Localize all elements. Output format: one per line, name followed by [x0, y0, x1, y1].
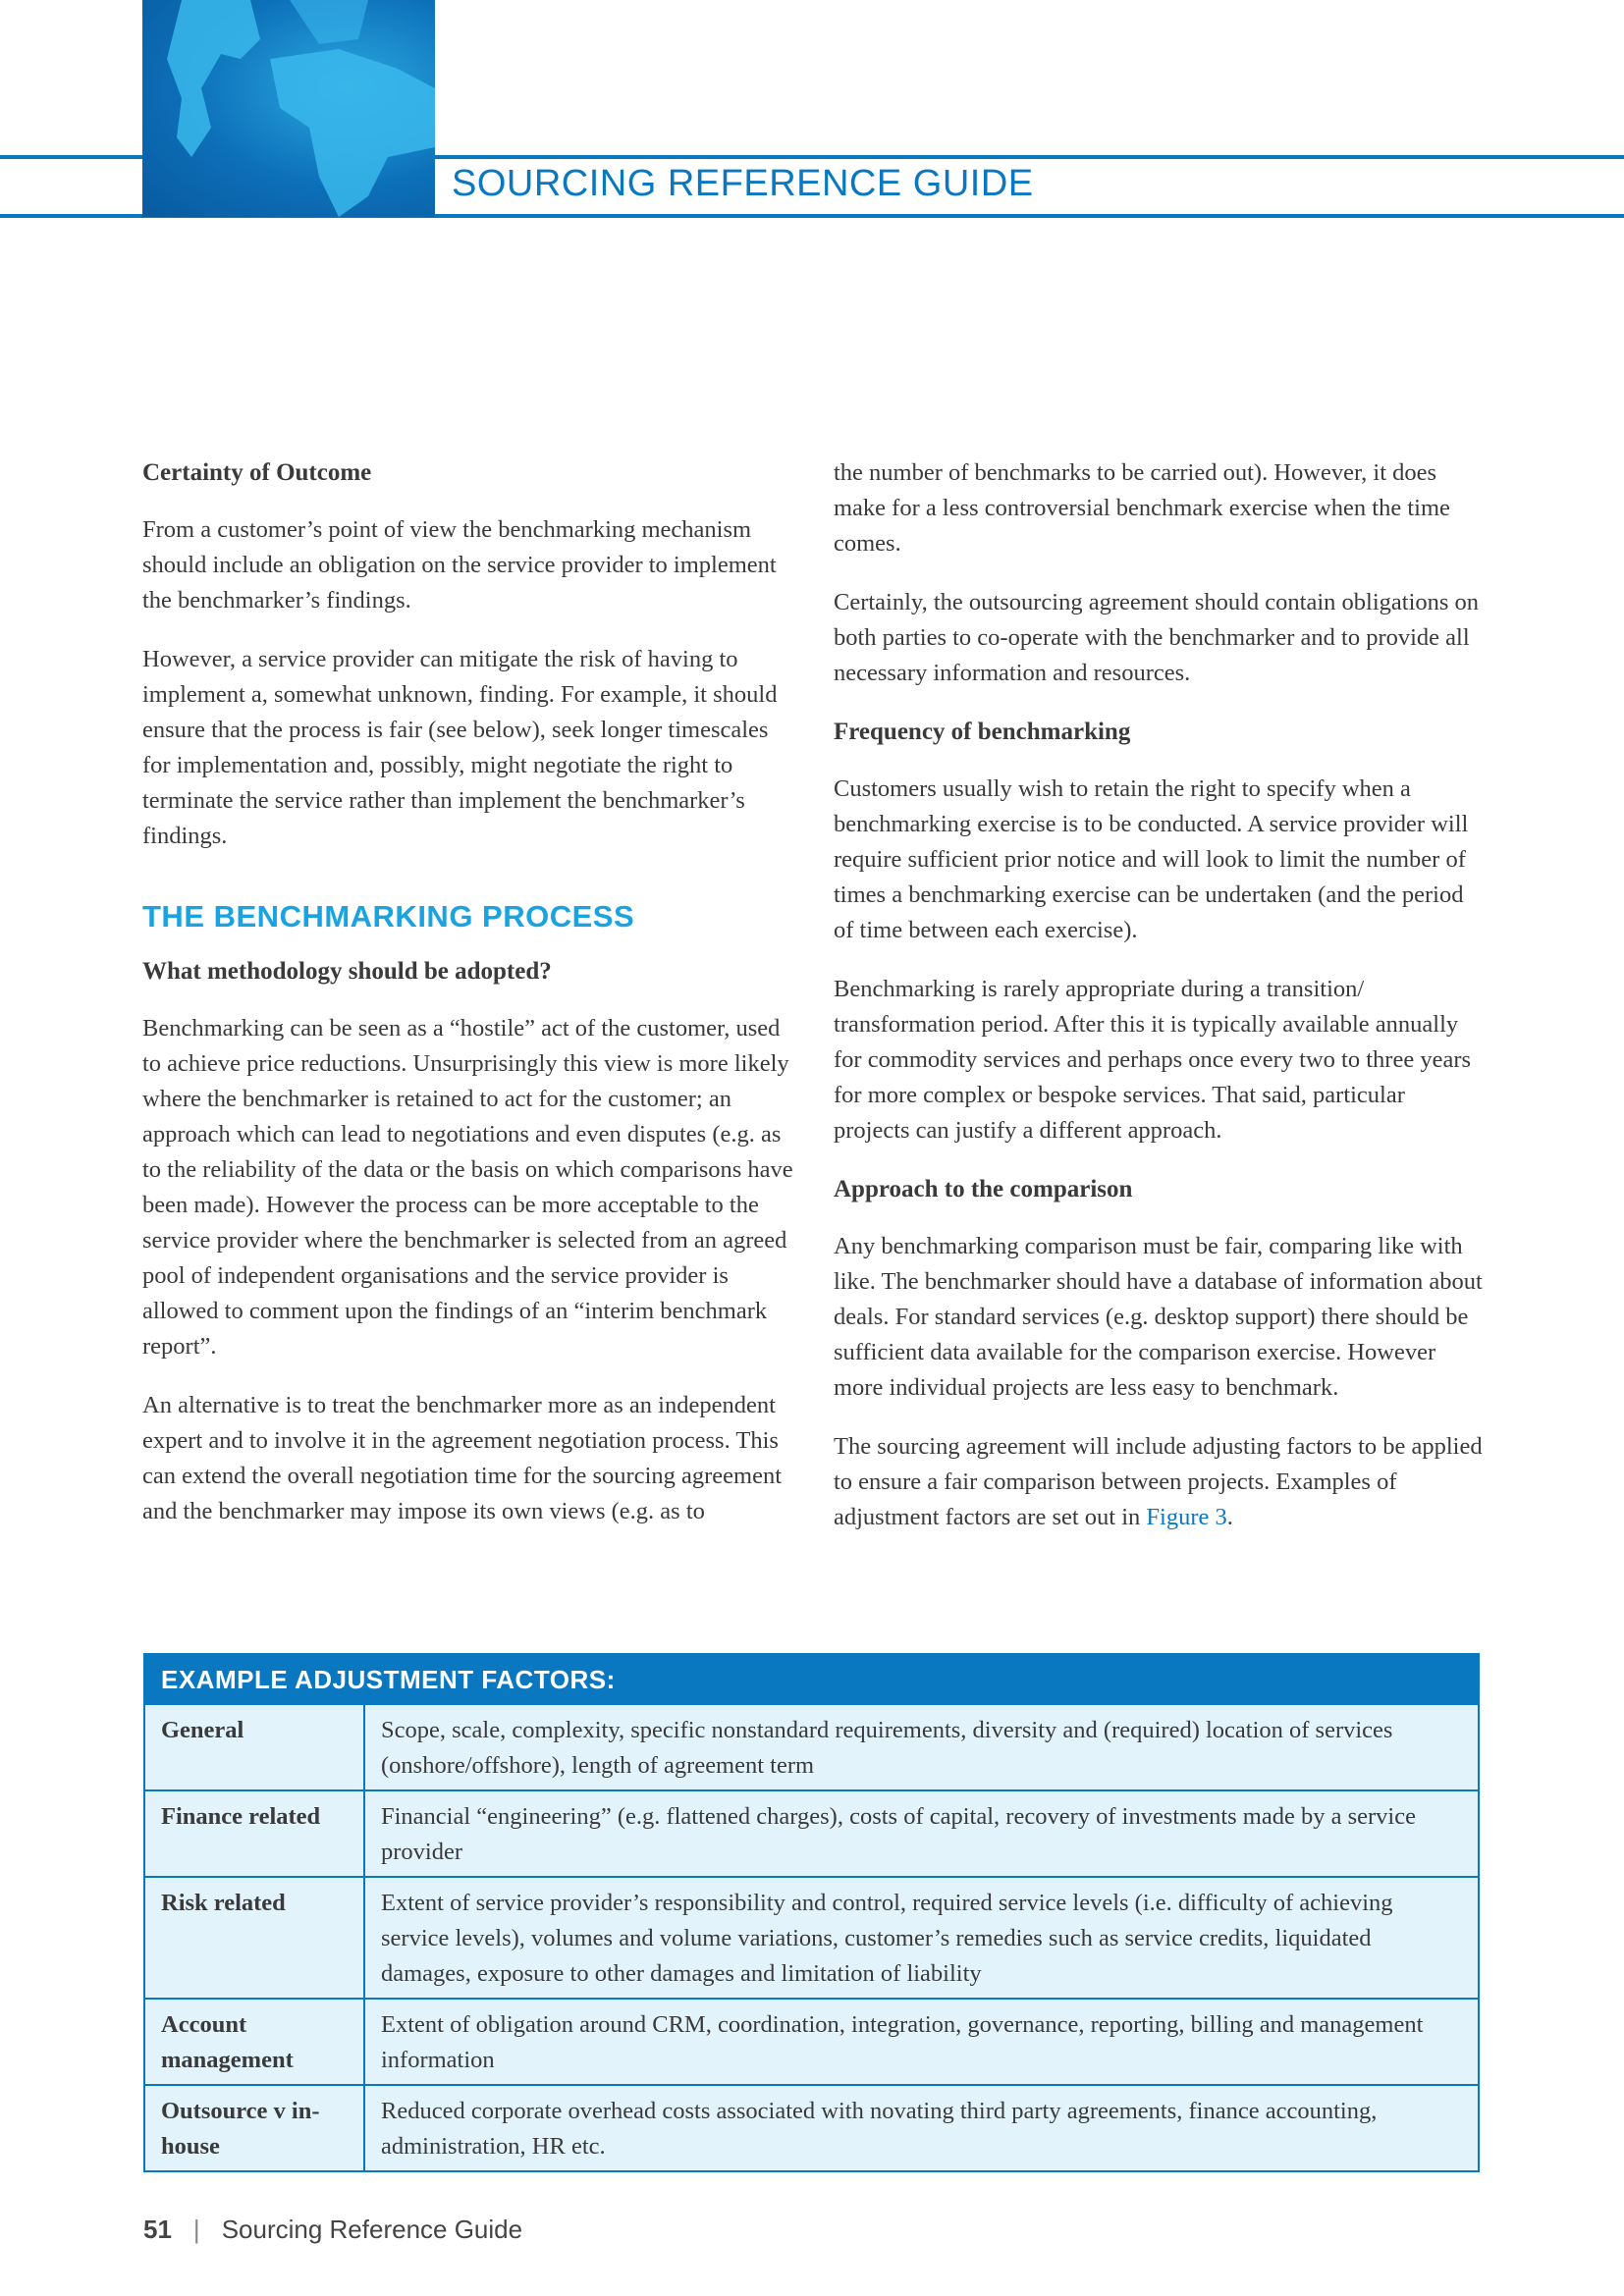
factor-name: Outsource v in-house [144, 2085, 364, 2171]
footer-label: Sourcing Reference Guide [221, 2215, 523, 2244]
page-footer [143, 2215, 522, 2245]
factor-name: Account management [144, 1999, 364, 2085]
figure-3-link[interactable]: Figure 3 [1146, 1504, 1227, 1530]
paragraph-end: . [1226, 1504, 1233, 1530]
paragraph: Benchmarking is rarely appropriate during a transition/ transformation period. After this it is typically available annually for commodity services and perhaps once every two to three years for more complex or bespoke services. That said, particular projects can justify a different approach. [834, 976, 1472, 1144]
paragraph: Any benchmarking comparison must be fair, comparing like with like. The benchmarker should have a database of information about deals. For standard services (e.g. desktop support) there should be sufficient data available for the comparison exercise. However more individual projects are less easy to benchmark. [834, 1233, 1483, 1401]
subheading: Approach to the comparison [834, 1176, 1133, 1202]
left-column [142, 455, 795, 1553]
factor-description: Reduced corporate overhead costs associated with novating third party agreements, finance accounting, administration, HR etc. [364, 2085, 1479, 2171]
factor-description: Extent of service provider’s responsibility and control, required service levels (i.e. difficulty of achieving service levels), volumes and volume variations, customer’s remedies such as service credits, liquidated damages, exposure to other damages and limitation of liability [364, 1877, 1479, 1999]
factor-name: Finance related [144, 1790, 364, 1877]
paragraph [834, 1429, 1487, 1535]
factor-name: General [144, 1704, 364, 1790]
paragraph: Customers usually wish to retain the right to specify when a benchmarking exercise is to be conducted. A service provider will require sufficient prior notice and will look to limit the number of times a benchmarking exercise can be undertaken (and the period of time between each exercise). [834, 775, 1469, 943]
page-number: 51 [143, 2215, 172, 2244]
table-row [144, 1790, 1479, 1877]
factor-name: Risk related [144, 1877, 364, 1999]
paragraph: Benchmarking can be seen as a “hostile” act of the customer, used to achieve price reductions. Unsurprisingly this view is more likely where the benchmarker is retained to act for the customer; an approach which can lead to negotiations and even disputes (e.g. as to the reliability of the data or the basis on which comparisons have been made). However the process can be more acceptable to the service provider where the benchmarker is selected from an agreed pool of independent organisations and the service provider is allowed to comment upon the findings of an “interim benchmark report”. [142, 1015, 793, 1360]
paragraph: the number of benchmarks to be carried out). However, it does make for a less controversial benchmark exercise when the time comes. [834, 459, 1450, 557]
paragraph: However, a service provider can mitigate the risk of having to implement a, somewhat unknown, finding. For example, it should ensure that the process is fair (see below), seek longer timescales for implementation and, possibly, might negotiate the right to terminate the service rather than implement the benchmarker’s findings. [142, 646, 778, 849]
right-column [834, 455, 1487, 1559]
factor-description: Extent of obligation around CRM, coordination, integration, governance, reporting, billing and management information [364, 1999, 1479, 2085]
paragraph-text: The sourcing agreement will include adjusting factors to be applied to ensure a fair comparison between projects. Examples of adjustment factors are set out in [834, 1433, 1483, 1530]
table-row [144, 1999, 1479, 2085]
globe-header-image [142, 0, 435, 217]
table-row [144, 2085, 1479, 2171]
subheading: Frequency of benchmarking [834, 719, 1131, 745]
paragraph: Certainly, the outsourcing agreement should contain obligations on both parties to co-operate with the benchmarker and to provide all necessary information and resources. [834, 589, 1480, 686]
factor-description: Financial “engineering” (e.g. flattened charges), costs of capital, recovery of investments made by a service provider [364, 1790, 1479, 1877]
table-row [144, 1704, 1479, 1790]
table-row [144, 1877, 1479, 1999]
subheading: What methodology should be adopted? [142, 958, 552, 985]
page-header-title: SOURCING REFERENCE GUIDE [452, 163, 1034, 204]
subheading: Certainty of Outcome [142, 459, 372, 486]
table-title: EXAMPLE ADJUSTMENT FACTORS: [144, 1654, 1479, 1704]
adjustment-factors-table [143, 1653, 1480, 2172]
footer-separator: | [192, 2215, 200, 2244]
section-heading: THE BENCHMARKING PROCESS [142, 899, 635, 934]
factor-description: Scope, scale, complexity, specific nonstandard requirements, diversity and (required) location of services (onshore/offshore), length of agreement term [364, 1704, 1479, 1790]
paragraph: From a customer’s point of view the benchmarking mechanism should include an obligation on the service provider to implement the benchmarker’s findings. [142, 516, 777, 614]
paragraph: An alternative is to treat the benchmarker more as an independent expert and to involve it in the agreement negotiation process. This can extend the overall negotiation time for the sourcing agreement and the benchmarker may impose its own views (e.g. as to [142, 1392, 783, 1524]
